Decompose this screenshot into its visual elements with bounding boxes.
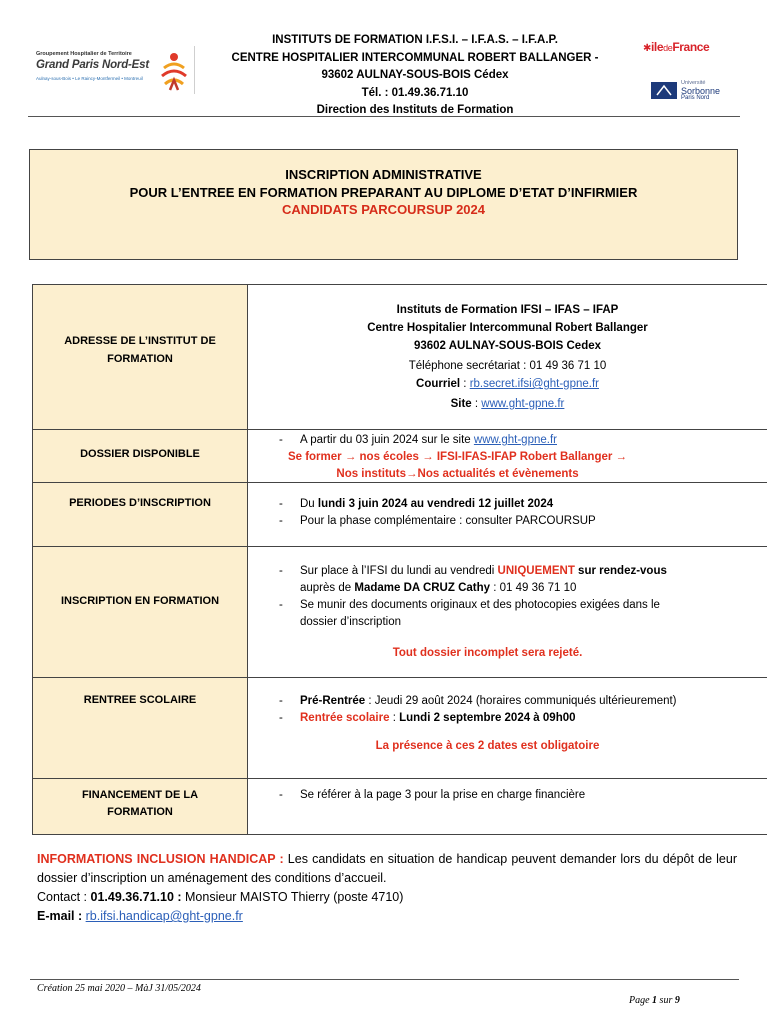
inscription-warning: Tout dossier incomplet sera rejeté.	[392, 647, 583, 659]
handicap-info	[37, 850, 737, 926]
site-separator: :	[471, 398, 482, 410]
inscription-item-2-l2: dossier d’inscription	[300, 615, 401, 628]
label-adresse-l1: ADRESSE DE L’INSTITUT DE	[64, 335, 216, 347]
adresse-courriel	[248, 376, 767, 393]
handicap-email-label: E-mail :	[37, 909, 86, 923]
rentree-note: La présence à ces 2 dates est obligatoire	[375, 740, 600, 752]
header-line-5: Direction des Instituts de Formation	[316, 104, 514, 116]
inscription-contact-name: Madame DA CRUZ Cathy	[354, 581, 491, 594]
label-adresse-l2: FORMATION	[107, 353, 173, 365]
label-inscription: INSCRIPTION EN FORMATION	[60, 595, 220, 607]
handicap-text-1: Les candidats en situation de handicap peuvent demander lors du	[283, 852, 659, 866]
page-label: Page	[629, 995, 653, 1006]
ght-logo-line1: Groupement Hospitalier de Territoire	[36, 51, 132, 57]
table-row-adresse	[32, 284, 767, 430]
iledefrance-star-icon: ✱	[643, 43, 651, 54]
inscription-uniquement: UNIQUEMENT	[497, 565, 575, 577]
label-cell-rentree	[32, 678, 248, 779]
rentree-item-2	[300, 710, 740, 727]
ght-logo-line3: Aulnay-sous-Bois • Le Raincy-Montfermeil • Montreuil	[36, 76, 143, 81]
iledefrance-logo	[643, 40, 709, 54]
page-sur: sur	[657, 995, 675, 1006]
value-cell-adresse	[248, 285, 767, 430]
value-cell-periodes	[248, 483, 767, 547]
label-dossier: DOSSIER DISPONIBLE	[80, 448, 200, 460]
header-divider	[28, 116, 740, 117]
label-cell-financement	[32, 779, 248, 835]
site-link[interactable]: www.ght-gpne.fr	[481, 398, 565, 410]
header-line-1: INSTITUTS DE FORMATION I.F.S.I. – I.F.A.S. – I.F.A.P.	[272, 34, 558, 46]
courriel-label: Courriel	[416, 378, 461, 390]
financement-dash: -	[279, 789, 283, 801]
site-label: Site	[450, 398, 472, 410]
label-cell-adresse	[32, 285, 248, 430]
table-left-border	[32, 284, 33, 834]
dossier-nav-1: Se former → nos écoles → IFSI-IFAS-IFAP Robert Ballanger →	[287, 451, 628, 463]
adresse-phone: Téléphone secrétariat : 01 49 36 71 10	[408, 360, 607, 372]
handicap-contact-name: Monsieur MAISTO Thierry (poste 4710)	[181, 890, 404, 904]
inscription-item-1	[300, 563, 740, 596]
header-block	[200, 32, 630, 120]
table-bottom-border	[32, 834, 767, 835]
handicap-lead: INFORMATIONS INCLUSION HANDICAP :	[37, 852, 284, 866]
inscription-item-2	[300, 597, 740, 630]
rentree-dash-2: -	[279, 712, 283, 724]
handicap-contact-phone: 01.49.36.71.10 :	[90, 890, 182, 904]
inscription-dash-1: -	[279, 565, 283, 577]
periodes-dash-1: -	[279, 498, 283, 510]
sorbonne-line2: Sorbonne	[681, 86, 721, 96]
handicap-contact-label: Contact :	[37, 890, 91, 904]
adresse-line-3: 93602 AULNAY-SOUS-BOIS Cedex	[413, 340, 602, 352]
table-row-financement	[32, 778, 767, 835]
label-financement-l1: FINANCEMENT DE LA	[81, 789, 199, 801]
iledefrance-france: France	[672, 40, 710, 54]
sorbonne-line3: Paris Nord	[681, 95, 710, 101]
adresse-site	[248, 396, 767, 413]
header-line-4: Tél. : 01.49.36.71.10	[361, 86, 469, 99]
ght-emblem-icon	[156, 48, 192, 94]
inscription-dash-2: -	[279, 599, 283, 611]
handicap-email	[37, 907, 737, 926]
handicap-email-link[interactable]: rb.ifsi.handicap@ght-gpne.fr	[85, 909, 243, 923]
sorbonne-logo	[651, 80, 731, 102]
inscription-contact-phone: : 01 49 36 71 10	[490, 581, 577, 594]
header-line-2: CENTRE HOSPITALIER INTERCOMMUNAL ROBERT BALLANGER -	[231, 51, 599, 64]
iledefrance-de: de	[663, 43, 673, 53]
periodes-item-1-a: Du	[300, 498, 318, 510]
sorbonne-emblem-icon	[651, 82, 677, 99]
table-row-dossier	[32, 429, 767, 483]
label-cell-periodes	[32, 483, 248, 547]
inscription-item-1-d: auprès de	[300, 581, 355, 594]
footer-divider	[30, 979, 739, 980]
header-line-3: 93602 AULNAY-SOUS-BOIS Cédex	[321, 69, 509, 81]
periodes-item-1	[300, 496, 740, 513]
title-line-2: POUR L’ENTREE EN FORMATION PREPARANT AU DIPLOME D’ETAT D’INFIRMIER	[129, 184, 638, 200]
periodes-item-2: Pour la phase complémentaire : consulter PARCOURSUP	[300, 515, 596, 527]
page-current: 1	[652, 995, 658, 1006]
inscription-rdv: sur rendez-vous	[574, 565, 667, 577]
financement-text: Se référer à la page 3 pour la prise en charge financière	[300, 789, 586, 801]
ght-logo	[36, 46, 196, 98]
pre-rentree-value: : Jeudi 29 août 2024 (horaires communiqués ultérieurement)	[365, 695, 677, 707]
adresse-line-1: Instituts de Formation IFSI – IFAS – IFAP	[396, 304, 619, 316]
table-row-rentree	[32, 677, 767, 779]
title-box	[29, 149, 738, 260]
dossier-link[interactable]: www.ght-gpne.fr	[473, 434, 557, 446]
label-cell-inscription	[32, 547, 248, 678]
adresse-line-2: Centre Hospitalier Intercommunal Robert Ballanger	[367, 322, 648, 334]
rentree-dash-1: -	[279, 695, 283, 707]
dossier-text	[300, 432, 740, 449]
iledefrance-ile: ile	[650, 40, 664, 54]
rentree-scolaire-value: Lundi 2 septembre 2024 à 09h00	[399, 712, 576, 724]
page-total: 9	[674, 995, 680, 1006]
page-number	[629, 995, 680, 1006]
handicap-text-2: dépôt de leur dossier d’inscription un aménagement des conditions d’accueil.	[37, 852, 737, 885]
table-row-inscription	[32, 546, 767, 678]
inscription-item-2-l1: Se munir des documents originaux et des photocopies exigées dans le	[300, 599, 660, 611]
courriel-separator: :	[460, 378, 470, 390]
periodes-item-1-dates: lundi 3 juin 2024 au vendredi 12 juillet 2024	[317, 498, 554, 510]
handicap-contact	[37, 888, 737, 907]
pre-rentree-label: Pré-Rentrée	[300, 695, 366, 707]
title-line-1: INSCRIPTION ADMINISTRATIVE	[285, 167, 482, 182]
title-line-3: CANDIDATS PARCOURSUP 2024	[282, 202, 485, 217]
value-cell-dossier	[248, 430, 767, 483]
handicap-paragraph	[37, 850, 737, 888]
dossier-nav-2: Nos instituts→Nos actualités et évènements	[336, 468, 579, 480]
rentree-scolaire-label: Rentrée scolaire	[300, 712, 390, 724]
footer-date: Création 25 mai 2020 – MàJ 31/05/2024	[37, 983, 201, 994]
value-cell-rentree	[248, 678, 767, 779]
dossier-dash: -	[279, 434, 283, 446]
ght-logo-line2: Grand Paris Nord-Est	[36, 59, 149, 71]
label-financement-l2: FORMATION	[107, 806, 173, 818]
sorbonne-line1: Université	[681, 80, 706, 86]
rentree-scolaire-sep: :	[389, 712, 400, 724]
table-row-periodes	[32, 482, 767, 547]
label-periodes: PERIODES D’INSCRIPTION	[69, 497, 211, 509]
value-cell-inscription	[248, 547, 767, 678]
value-cell-financement	[248, 779, 767, 835]
label-rentree: RENTREE SCOLAIRE	[83, 694, 197, 706]
rentree-item-1	[300, 693, 770, 710]
periodes-dash-2: -	[279, 515, 283, 527]
inscription-item-1-a: Sur place à l’IFSI du lundi au vendredi	[300, 565, 498, 577]
courriel-link[interactable]: rb.secret.ifsi@ght-gpne.fr	[469, 378, 599, 390]
dossier-text-a: A partir du 03 juin 2024 sur le site	[300, 434, 474, 446]
